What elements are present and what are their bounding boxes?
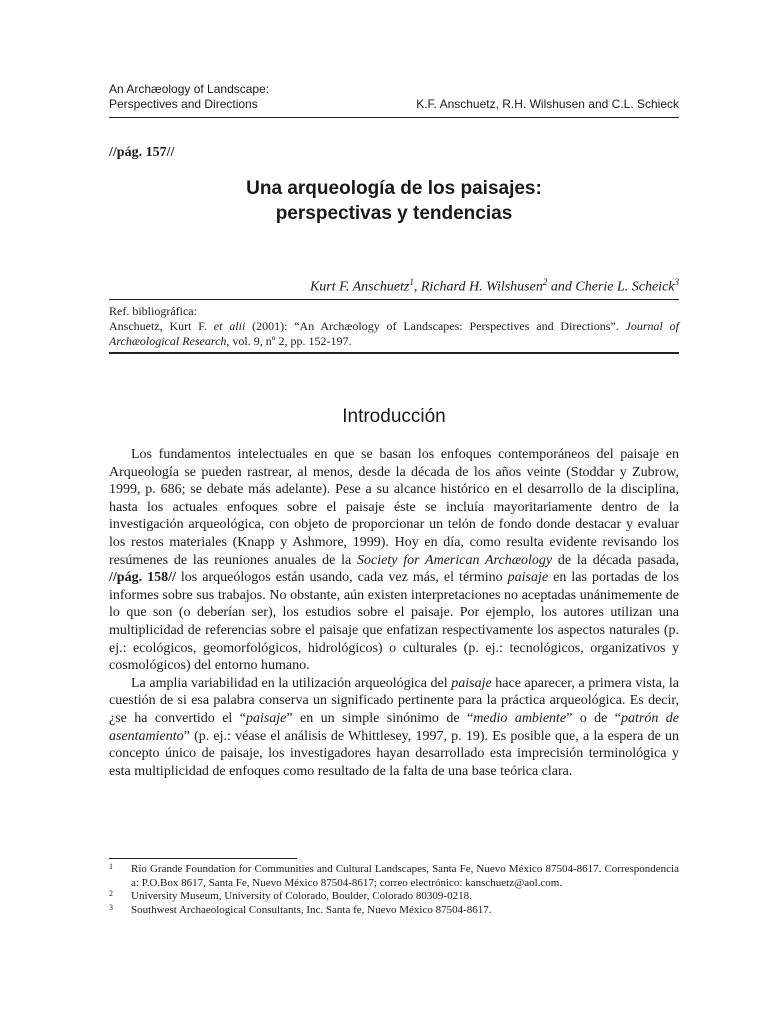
page-marker: //pág. 158// [109, 570, 176, 586]
footnote-divider [109, 858, 297, 859]
text-run: ” en un simple sinónimo de “ [286, 710, 474, 726]
reference-text: Anschuetz, Kurt F. [109, 319, 214, 333]
text-run: en las portadas de los informes sobre sus trabajos. No obstante, aún existen interpretaciones no aceptadas unánimemente de lo que son (o deberían ser), los estudios sobre el paisaje. Por ejemplo, los autores utilizan una multiplicidad de referencias sobre el paisaje que enfatizan respectivamente los aspectos naturales (p. ej.: ecológicos, geomorfológicos, hidrológicos) o culturales (p. ej.: tecnológicos, organizativos y cosmológicos) del entorno humano. [109, 570, 679, 674]
reference-label: Ref. bibliográfica: [109, 304, 197, 318]
reference-divider-bottom [109, 352, 679, 354]
footnote-marker: 1 [409, 277, 414, 287]
text-run: los arqueólogos están usando, cada vez más, el término [175, 570, 508, 586]
italic-run: medio ambiente [473, 710, 567, 726]
author-name: Richard H. Wilshusen [420, 279, 543, 295]
reference-journal: Journal of Archæological Research [109, 319, 679, 348]
article-title-line1: Una arqueología de los paisajes: [246, 178, 542, 199]
footnote-marker: 2 [542, 277, 548, 287]
page-reference: //pág. 157// [109, 145, 175, 160]
reference-text: , vol. 9, nº 2, pp. 152-197. [226, 334, 352, 348]
footnote [109, 904, 679, 918]
author-list [310, 277, 679, 296]
text-run: ” (p. ej.: véase el análisis de Whittlesey, 1997, p. 19). Es posible que, a la espera de un concepto único de paisaje, los investigadores hayan desarrollado esta imprecisión terminológica y esta multiplicidad de enfoques como resultado de la falta de una base teórica clara. [109, 728, 679, 779]
paragraph [109, 446, 679, 675]
author-separator: and [547, 279, 576, 295]
footnote-number: 2 [109, 889, 113, 898]
body-text [109, 446, 679, 780]
footnote-text: Southwest Archaeological Consultants, Inc. Santa fe, Nuevo México 87504-8617. [131, 903, 492, 916]
footnotes [109, 863, 679, 917]
header-book-title-line2: Perspectives and Directions [109, 97, 258, 111]
footnote [109, 890, 679, 904]
footnote-text: University Museum, University of Colorado, Boulder, Colorado 80309-0218. [131, 890, 472, 902]
reference-divider-top [109, 299, 679, 300]
bibliographic-reference [109, 304, 679, 349]
author-separator: , [413, 279, 421, 295]
article-title [109, 176, 679, 226]
article-title-line2: perspectivas y tendencias [275, 203, 513, 224]
italic-run: paisaje [507, 570, 549, 586]
section-heading: Introducción [342, 406, 446, 427]
footnote-marker: 3 [674, 277, 679, 287]
footnote [109, 863, 679, 890]
header-divider [109, 117, 679, 118]
italic-run: Society for American Archæology [357, 552, 553, 568]
author-name: Kurt F. Anschuetz [309, 279, 410, 295]
header-book-title-line1: An Archæology of Landscape: [109, 82, 270, 96]
footnote-text: Río Grande Foundation for Communities and Cultural Landscapes, Santa Fe, Nuevo México 87504-8617. Correspondencia a: P.O.Box 8617, Santa Fe, Nuevo México 87504-8617; correo electrónico: kanschuetz@aol.com. [131, 863, 679, 889]
text-run: ” o de “ [566, 710, 622, 726]
text-run: hace aparecer, a primera vista, la cuestión de si esa palabra conserva un significado pertinente para la práctica arqueológica. Es decir, ¿se ha convertido el “ [109, 675, 679, 726]
text-run: Los fundamentos intelectuales en que se basan los enfoques contemporáneos del paisaje en Arqueología se pueden rastrear, al menos, desde la década de los años veinte (Stoddar y Zubrow, 1999, p. 686; se debate más adelante). Pese a su alcance histórico en el desarrollo de la disciplina, hasta los actuales enfoques sobre el paisaje éste se incluía mayoritariamente dentro de la investigación arqueológica, con objeto de proporcionar un telón de fondo donde destacar y evaluar los restos materiales (Knapp y Ashmore, 1999). Hoy en día, como resulta evidente revisando los resúmenes de las reuniones anuales de la [109, 447, 679, 568]
header-book-title [109, 82, 269, 112]
reference-text: (2001): “An Archæology of Landscapes: Perspectives and Directions”. [245, 319, 626, 333]
italic-run: patrón de asentamiento [109, 710, 679, 744]
paragraph [109, 675, 679, 781]
italic-run: paisaje [245, 710, 287, 726]
footnote-number: 3 [109, 902, 113, 912]
text-run: de la década pasada, [552, 552, 679, 568]
text-run: La amplia variabilidad en la utilización arqueológica del [131, 675, 452, 691]
header-authors: K.F. Anschuetz, R.H. Wilshusen and C.L. Schieck [416, 97, 679, 111]
author-name: Cherie L. Scheick [575, 279, 675, 295]
footnote-number: 1 [109, 862, 113, 871]
italic-run: paisaje [451, 675, 492, 691]
reference-etal: et alii [213, 319, 246, 333]
